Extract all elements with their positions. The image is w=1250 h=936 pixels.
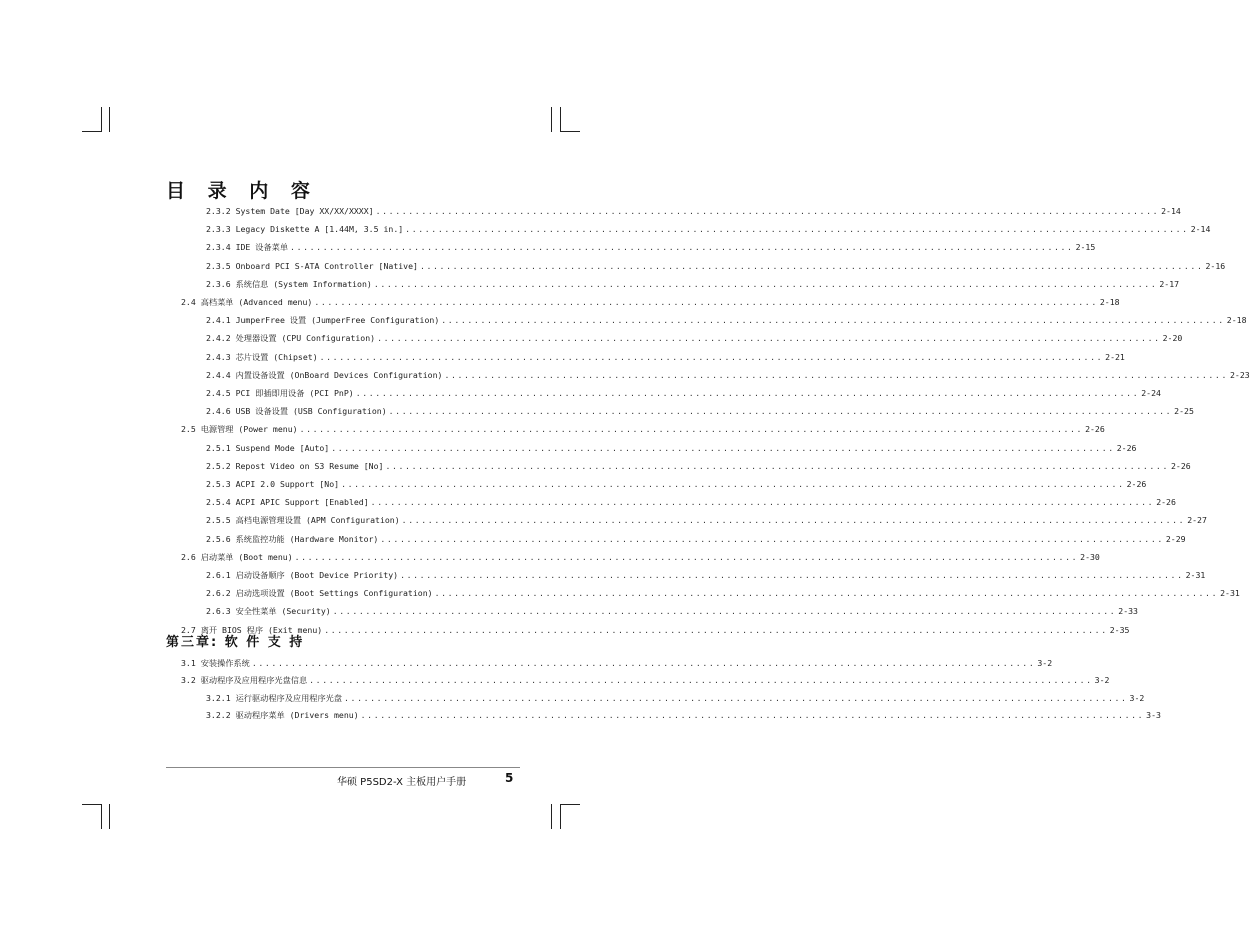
toc-leader-dots: ........................................................................................................................ xyxy=(344,692,1128,703)
toc-entry-page: 2-14 xyxy=(1190,224,1211,235)
toc-leader-dots: ........................................................................................................................ xyxy=(251,658,1036,668)
toc-entry xyxy=(206,385,1161,399)
toc-entry-title: 2.4.1 JumperFree 设置 (JumperFree Configuration) xyxy=(206,315,440,326)
toc-entry-page: 2-29 xyxy=(1165,533,1186,544)
toc-entry-page: 2-26 xyxy=(1126,479,1147,489)
toc-entry-title: 2.6.2 启动选项设置 (Boot Settings Configuration) xyxy=(206,588,433,599)
toc-entry-title: 2.4.4 内置设备设置 (OnBoard Devices Configuration) xyxy=(206,369,443,380)
toc-entry-title: 2.4.6 USB 设备设置 (USB Configuration) xyxy=(206,406,387,417)
toc-leader-dots: ........................................................................................................................ xyxy=(434,588,1219,599)
toc-entry xyxy=(181,294,1120,308)
toc-leader-dots: ........................................................................................................................ xyxy=(405,224,1189,235)
toc-entry-title: 2.6.1 启动设备顺序 (Boot Device Priority) xyxy=(206,570,399,580)
toc-entry-title: 2.5.4 ACPI APIC Support [Enabled] xyxy=(206,497,369,508)
toc-entry-page: 3-2 xyxy=(1094,675,1110,686)
footer-manual-title: 华硕 P5SD2-X 主板用户手册 xyxy=(337,777,467,788)
toc-entry-title: 2.6 启动菜单 (Boot menu) xyxy=(181,551,293,562)
toc-leader-dots: ........................................................................................................................ xyxy=(380,533,1164,544)
toc-leader-dots: ........................................................................................................................ xyxy=(332,606,1117,617)
page-title: 目 录 内 容 xyxy=(166,180,318,202)
toc-leader-dots: ........................................................................................................................ xyxy=(324,624,1108,635)
toc-entry-title: 2.4.5 PCI 即插即用设备 (PCI PnP) xyxy=(206,388,354,398)
toc-entry-page: 2-23 xyxy=(1229,369,1250,380)
toc-leader-dots: ........................................................................................................................ xyxy=(299,424,1084,435)
toc-entry xyxy=(206,458,1191,472)
toc-entry-title: 2.5.5 高档电源管理设置 (APM Configuration) xyxy=(206,515,400,526)
toc-entry xyxy=(206,349,1125,363)
toc-entry-title: 2.4 高档菜单 (Advanced menu) xyxy=(181,297,313,307)
toc-entry-page: 2-24 xyxy=(1141,388,1161,398)
toc-entry xyxy=(206,258,1226,272)
toc-leader-dots: ........................................................................................................................ xyxy=(377,333,1161,344)
toc-entry-title: 2.7 离开 BIOS 程序 (Exit menu) xyxy=(181,624,323,635)
toc-entry-page: 2-30 xyxy=(1080,551,1100,562)
toc-entry-page: 2-17 xyxy=(1159,278,1180,289)
toc-entry-title: 2.3.3 Legacy Diskette A [1.44M, 3.5 in.] xyxy=(206,224,404,235)
toc-entry xyxy=(206,239,1096,253)
toc-entry-title: 3.2.2 驱动程序菜单 (Drivers menu) xyxy=(206,709,359,720)
footer-divider xyxy=(166,767,520,768)
toc-entry xyxy=(206,531,1186,545)
toc-entry xyxy=(206,276,1180,290)
toc-entry-page: 2-33 xyxy=(1118,606,1138,617)
toc-entry-page: 2-25 xyxy=(1174,406,1194,417)
footer-page-number: 5 xyxy=(505,771,514,785)
toc-entry xyxy=(181,655,1053,669)
toc-entry-title: 2.3.6 系统信息 (System Information) xyxy=(206,278,372,289)
toc-leader-dots: ........................................................................................................................ xyxy=(400,570,1184,580)
toc-entry xyxy=(181,549,1100,563)
toc-entry xyxy=(206,312,1247,326)
toc-entry-page: 2-26 xyxy=(1170,460,1191,471)
toc-entry-title: 3.1 安装操作系统 xyxy=(181,658,250,668)
toc-entry-page: 2-26 xyxy=(1085,424,1105,435)
toc-entry-title: 2.6.3 安全性菜单 (Security) xyxy=(206,606,331,617)
toc-entry-page: 3-2 xyxy=(1129,692,1145,703)
toc-entry-page: 2-31 xyxy=(1220,588,1240,599)
toc-entry-title: 3.2.1 运行驱动程序及应用程序光盘 xyxy=(206,692,343,703)
toc-entry-title: 2.4.2 处理器设置 (CPU Configuration) xyxy=(206,333,376,344)
toc-leader-dots: ........................................................................................................................ xyxy=(341,479,1125,489)
toc-entry-page: 3-3 xyxy=(1146,709,1161,720)
toc-entry-page: 3-2 xyxy=(1037,658,1053,668)
toc-entry-title: 3.2 驱动程序及应用程序光盘信息 xyxy=(181,675,308,686)
toc-entry xyxy=(206,476,1147,490)
toc-leader-dots: ........................................................................................................................ xyxy=(375,206,1160,216)
toc-entry-page: 2-15 xyxy=(1075,242,1096,253)
toc-leader-dots: ........................................................................................................................ xyxy=(441,315,1225,326)
toc-entry-page: 2-18 xyxy=(1099,297,1120,307)
toc-leader-dots: ........................................................................................................................ xyxy=(319,351,1104,362)
toc-entry xyxy=(206,585,1240,599)
toc-leader-dots: ........................................................................................................................ xyxy=(331,442,1115,453)
toc-entry-page: 2-27 xyxy=(1187,515,1207,526)
toc-entry xyxy=(181,421,1105,435)
toc-entry xyxy=(181,672,1110,686)
toc-leader-dots: ........................................................................................................................ xyxy=(385,460,1169,471)
toc-entry xyxy=(206,707,1161,721)
toc-entry-page: 2-26 xyxy=(1116,442,1137,453)
toc-entry-title: 2.5.2 Repost Video on S3 Resume [No] xyxy=(206,460,384,471)
toc-entry xyxy=(206,221,1211,235)
toc-entry-page: 2-21 xyxy=(1105,351,1125,362)
toc-leader-dots: ........................................................................................................................ xyxy=(314,297,1098,307)
toc-leader-dots: ........................................................................................................................ xyxy=(370,497,1155,508)
toc-leader-dots: ........................................................................................................................ xyxy=(309,675,1093,686)
toc-leader-dots: ........................................................................................................................ xyxy=(360,709,1145,720)
toc-entry-page: 2-18 xyxy=(1226,315,1247,326)
toc-leader-dots: ........................................................................................................................ xyxy=(373,278,1158,289)
toc-entry-title: 2.5.6 系统监控功能 (Hardware Monitor) xyxy=(206,533,379,544)
toc-entry-page: 2-20 xyxy=(1162,333,1183,344)
toc-leader-dots: ........................................................................................................................ xyxy=(444,369,1228,380)
toc-entry-title: 2.3.2 System Date [Day XX/XX/XXXX] xyxy=(206,206,374,216)
toc-entry xyxy=(206,512,1207,526)
toc-entry-title: 2.5.3 ACPI 2.0 Support [No] xyxy=(206,479,340,489)
toc-entry xyxy=(206,203,1181,217)
toc-leader-dots: ........................................................................................................................ xyxy=(355,388,1140,398)
toc-leader-dots: ........................................................................................................................ xyxy=(401,515,1186,526)
toc-entry-title: 2.4.3 芯片设置 (Chipset) xyxy=(206,351,318,362)
toc-entry xyxy=(206,494,1176,508)
toc-entry-page: 2-35 xyxy=(1109,624,1130,635)
chapter3-title: 第三章: 软 件 支 持 xyxy=(166,635,305,650)
toc-entry-page: 2-31 xyxy=(1185,570,1206,580)
toc-entry-page: 2-14 xyxy=(1161,206,1181,216)
toc-entry xyxy=(206,567,1206,581)
toc-entry xyxy=(206,603,1138,617)
toc-leader-dots: ........................................................................................................................ xyxy=(419,260,1204,271)
toc-entry xyxy=(206,367,1250,381)
toc-entry-title: 2.5.1 Suspend Mode [Auto] xyxy=(206,442,330,453)
toc-entry-page: 2-26 xyxy=(1156,497,1176,508)
toc-leader-dots: ........................................................................................................................ xyxy=(294,551,1079,562)
toc-entry-title: 2.3.4 IDE 设备菜单 xyxy=(206,242,289,253)
toc-leader-dots: ........................................................................................................................ xyxy=(290,242,1074,253)
toc-entry-title: 2.5 电源管理 (Power menu) xyxy=(181,424,298,435)
toc-entry xyxy=(206,330,1183,344)
toc-leader-dots: ........................................................................................................................ xyxy=(388,406,1173,417)
toc-entry-page: 2-16 xyxy=(1205,260,1226,271)
toc-entry-title: 2.3.5 Onboard PCI S-ATA Controller [Native] xyxy=(206,260,418,271)
toc-entry xyxy=(206,690,1145,704)
toc-entry xyxy=(206,403,1194,417)
toc-entry xyxy=(206,440,1137,454)
